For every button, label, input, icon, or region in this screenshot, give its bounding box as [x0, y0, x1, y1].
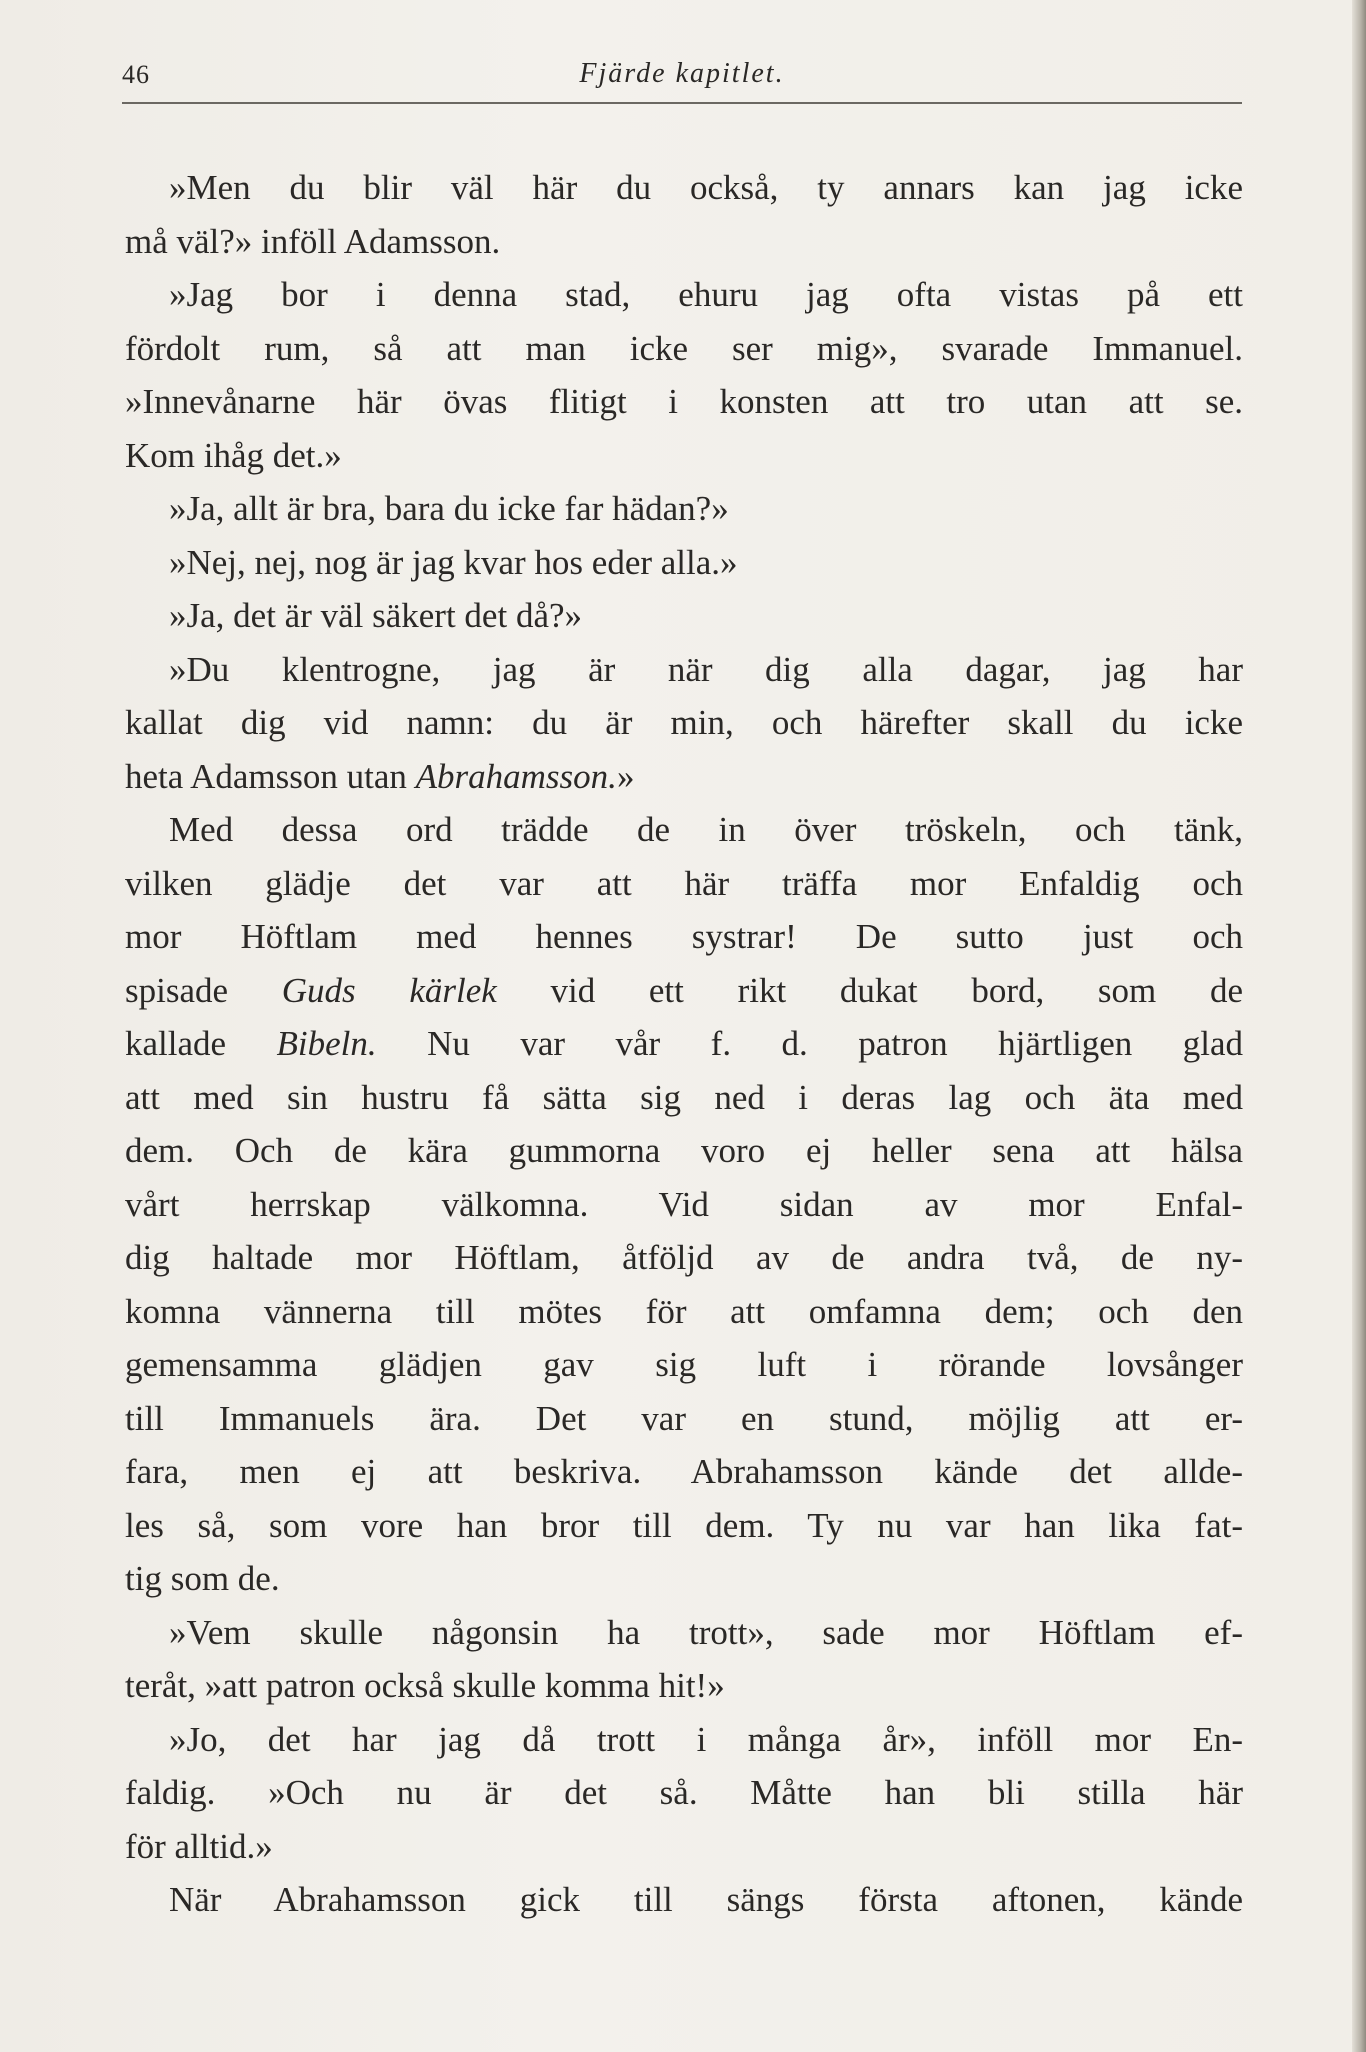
- line-text-tail: Nu var vår f. d. patron hjärtligen glad: [376, 1024, 1243, 1063]
- line-text: fördolt rum, så att man icke ser mig», svarade Immanuel.: [125, 328, 1243, 368]
- text-line: [125, 1071, 1243, 1125]
- page-number: 46: [122, 60, 150, 89]
- line-text: »Innevånarne här övas flitigt i konsten att tro utan att se.: [125, 382, 1243, 421]
- line-text: »Ja, det är väl säkert det då?»: [169, 596, 583, 635]
- text-line: [125, 375, 1243, 429]
- text-line: [125, 1231, 1243, 1285]
- page-header: [122, 56, 1242, 102]
- text-line: [125, 1606, 1243, 1660]
- text-line: [125, 161, 1243, 215]
- line-text: faldig. »Och nu är det så. Måtte han bli stilla här: [125, 1773, 1243, 1812]
- text-line: [125, 1552, 1243, 1606]
- body-text: [125, 161, 1243, 1927]
- line-text: När Abrahamsson gick till sängs första aftonen, kände: [169, 1880, 1243, 1919]
- line-text: les så, som vore han bror till dem. Ty nu var han lika fat-: [125, 1505, 1243, 1545]
- line-text: för alltid.»: [125, 1826, 273, 1866]
- text-line: [125, 1873, 1243, 1927]
- text-line: [125, 429, 1243, 483]
- text-line: [125, 482, 1243, 536]
- line-text: kallat dig vid namn: du är min, och härefter skall du icke: [125, 703, 1243, 742]
- line-text: »Men du blir väl här du också, ty annars kan jag icke: [169, 168, 1243, 207]
- line-text: mor Höftlam med hennes systrar! De sutto just och: [125, 917, 1243, 956]
- text-line: [125, 1285, 1243, 1339]
- text-line: [125, 215, 1243, 269]
- line-text: »Ja, allt är bra, bara du icke far hädan?»: [169, 489, 729, 528]
- line-text: fara, men ej att beskriva. Abrahamsson kände det allde-: [125, 1452, 1243, 1491]
- text-line: [125, 1766, 1243, 1820]
- line-text: tig som de.: [125, 1559, 280, 1598]
- line-text: dem. Och de kära gummorna voro ej heller sena att hälsa: [125, 1131, 1243, 1170]
- line-text: må väl?» inföll Adamsson.: [125, 221, 501, 261]
- text-line: [125, 322, 1243, 376]
- text-line: [125, 1392, 1243, 1446]
- line-text: spisade: [125, 970, 282, 1010]
- line-text: »Vem skulle någonsin ha trott», sade mor Höftlam ef-: [169, 1612, 1243, 1652]
- line-text-tail: vid ett rikt dukat bord, som de: [496, 970, 1243, 1010]
- text-line: [125, 1338, 1243, 1392]
- text-line: [125, 1178, 1243, 1232]
- text-line: [125, 1499, 1243, 1553]
- page-edge: [1352, 0, 1366, 2052]
- line-text: »Du klentrogne, jag är när dig alla dagar, jag har: [169, 649, 1243, 689]
- text-line: [125, 1017, 1243, 1071]
- line-text: »Jo, det har jag då trott i många år», inföll mor En-: [169, 1719, 1243, 1759]
- line-text: gemensamma glädjen gav sig luft i rörande lovsånger: [125, 1345, 1243, 1384]
- text-line: [125, 1820, 1243, 1874]
- italic-text: Abrahamsson.: [415, 756, 617, 796]
- line-text: heta Adamsson utan: [125, 756, 416, 796]
- italic-text: Guds kärlek: [281, 970, 497, 1010]
- text-line: [125, 964, 1243, 1018]
- line-text: »Jag bor i denna stad, ehuru jag ofta vistas på ett: [169, 275, 1243, 314]
- text-line: [125, 910, 1243, 964]
- text-line: [125, 803, 1243, 857]
- text-line: [125, 857, 1243, 911]
- line-text: dig haltade mor Höftlam, åtföljd av de andra två, de ny-: [125, 1238, 1243, 1277]
- text-line: [125, 750, 1243, 804]
- line-text: vilken glädje det var att här träffa mor Enfaldig och: [125, 863, 1243, 903]
- line-text: vårt herrskap välkomna. Vid sidan av mor Enfal-: [125, 1184, 1243, 1224]
- text-line: [125, 1445, 1243, 1499]
- line-text: Kom ihåg det.»: [125, 435, 342, 475]
- text-line: [125, 536, 1243, 590]
- running-head: Fjärde kapitlet.: [579, 58, 785, 89]
- line-text: teråt, »att patron också skulle komma hit!»: [125, 1666, 725, 1705]
- text-line: [125, 268, 1243, 322]
- header-rule: [122, 102, 1242, 104]
- text-line: [125, 1124, 1243, 1178]
- italic-text: Bibeln.: [276, 1024, 377, 1063]
- line-text-tail: »: [616, 756, 635, 796]
- text-line: [125, 589, 1243, 643]
- line-text: att med sin hustru få sätta sig ned i deras lag och äta med: [125, 1077, 1243, 1117]
- line-text: Med dessa ord trädde de in över tröskeln, och tänk,: [169, 810, 1243, 849]
- text-line: [125, 1659, 1243, 1713]
- line-text: kallade: [125, 1024, 277, 1063]
- text-line: [125, 1713, 1243, 1767]
- text-line: [125, 643, 1243, 697]
- line-text: »Nej, nej, nog är jag kvar hos eder alla.»: [169, 542, 738, 582]
- line-text: komna vännerna till mötes för att omfamna dem; och den: [125, 1291, 1243, 1331]
- line-text: till Immanuels ära. Det var en stund, möjlig att er-: [125, 1398, 1243, 1438]
- text-line: [125, 696, 1243, 750]
